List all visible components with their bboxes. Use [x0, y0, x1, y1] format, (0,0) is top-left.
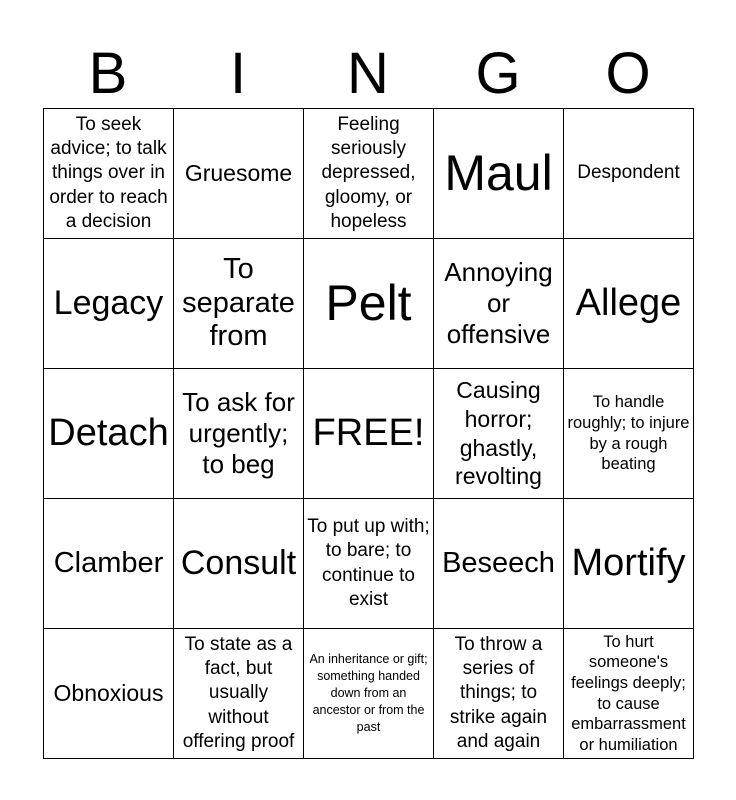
bingo-cell[interactable]: Maul	[434, 109, 564, 239]
header-letter-b: B	[88, 41, 128, 106]
bingo-cell[interactable]: Gruesome	[174, 109, 304, 239]
bingo-cell[interactable]: To put up with; to bare; to continue to exist	[304, 499, 434, 629]
bingo-cell[interactable]: Causing horror; ghastly, revolting	[434, 369, 564, 499]
bingo-cell[interactable]: Obnoxious	[44, 629, 174, 759]
bingo-grid	[43, 108, 694, 759]
header-letter-i: I	[229, 41, 247, 106]
bingo-cell[interactable]: Mortify	[564, 499, 694, 629]
header-letter-g: G	[475, 41, 521, 106]
bingo-cell[interactable]: To state as a fact, but usually without offering proof	[174, 629, 304, 759]
bingo-cell[interactable]: To seek advice; to talk things over in order to reach a decision	[44, 109, 174, 239]
header-letter-n: N	[347, 41, 389, 106]
bingo-cell[interactable]: Annoying or offensive	[434, 239, 564, 369]
bingo-cell[interactable]: Despondent	[564, 109, 694, 239]
bingo-header	[43, 40, 693, 108]
header-letter-o: O	[605, 41, 651, 106]
bingo-cell[interactable]: To hurt someone's feelings deeply; to cause embarrassment or humiliation	[564, 629, 694, 759]
bingo-cell[interactable]: To throw a series of things; to strike again and again	[434, 629, 564, 759]
bingo-cell[interactable]: Clamber	[44, 499, 174, 629]
bingo-cell[interactable]: To handle roughly; to injure by a rough beating	[564, 369, 694, 499]
bingo-cell[interactable]: Legacy	[44, 239, 174, 369]
bingo-cell[interactable]: To ask for urgently; to beg	[174, 369, 304, 499]
bingo-cell[interactable]: Detach	[44, 369, 174, 499]
bingo-cell[interactable]: Consult	[174, 499, 304, 629]
bingo-cell[interactable]: An inheritance or gift; something handed down from an ancestor or from the past	[304, 629, 434, 759]
bingo-cell[interactable]: Beseech	[434, 499, 564, 629]
bingo-cell[interactable]: To separate from	[174, 239, 304, 369]
bingo-cell[interactable]: Allege	[564, 239, 694, 369]
free-space[interactable]: FREE!	[304, 369, 434, 499]
bingo-cell[interactable]: Pelt	[304, 239, 434, 369]
bingo-cell[interactable]: Feeling seriously depressed, gloomy, or hopeless	[304, 109, 434, 239]
